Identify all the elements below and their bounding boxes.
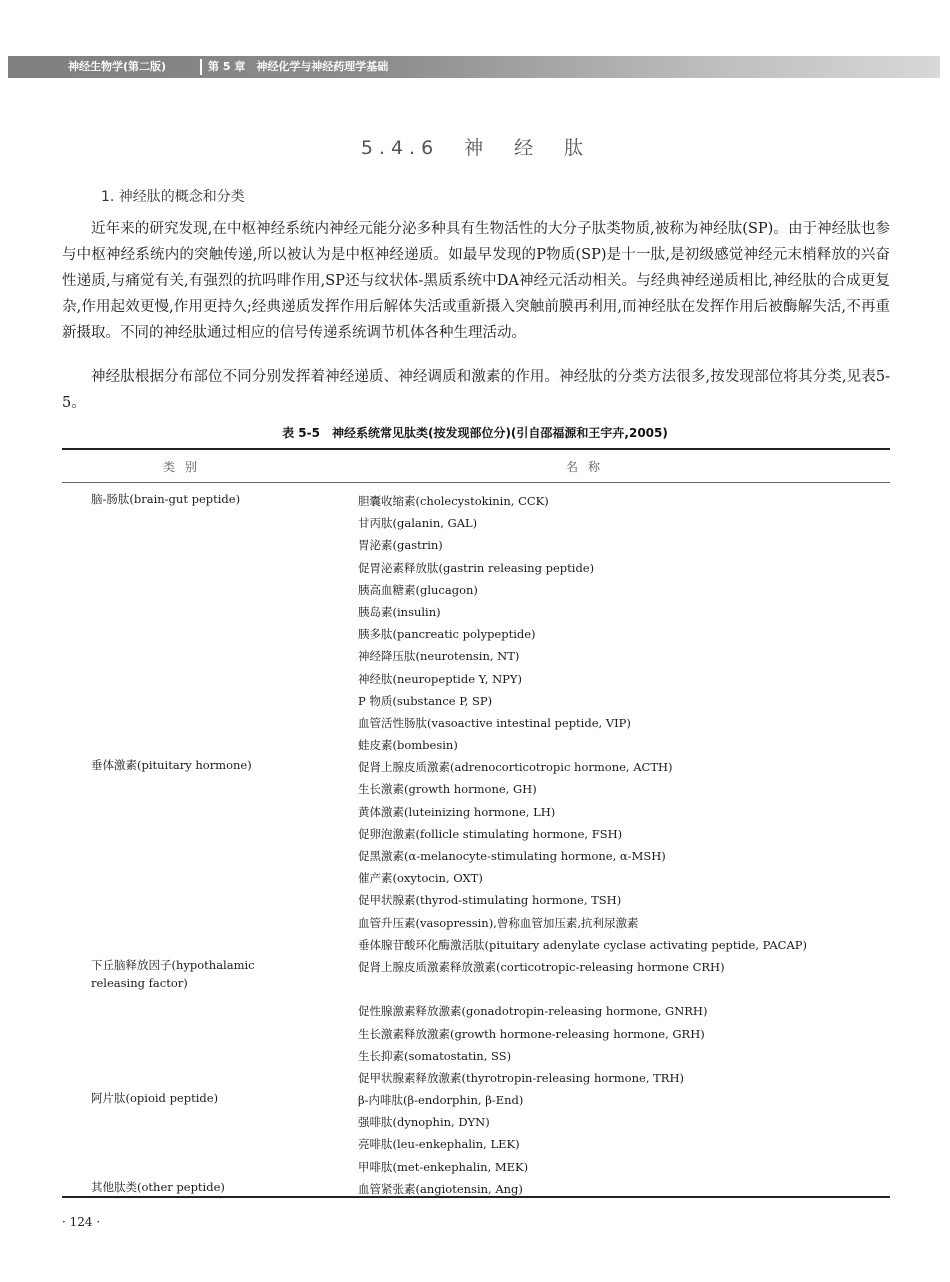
table-row: [0, 690, 950, 712]
table-row: [0, 712, 950, 734]
table-row: [0, 867, 950, 889]
table-row: [0, 601, 950, 623]
name-cell: 垂体腺苷酸环化酶激活肽(pituitary adenylate cyclase activating peptide, PACAP): [358, 937, 807, 952]
chapter-title: 第 5 章 神经化学与神经药理学基础: [208, 60, 389, 73]
name-cell: 血管紧张素(angiotensin, Ang): [358, 1181, 523, 1196]
table-row: [0, 490, 950, 512]
name-cell: 黄体激素(luteinizing hormone, LH): [358, 804, 556, 819]
table-row: [0, 845, 950, 867]
name-cell: 胰多肽(pancreatic polypeptide): [358, 627, 536, 642]
table-row: [0, 1045, 950, 1067]
name-cell: 生长激素释放激素(growth hormone-releasing hormone, GRH): [358, 1026, 705, 1041]
name-cell: 促黑激素(α-melanocyte-stimulating hormone, α-MSH): [358, 849, 666, 863]
name-cell: 胰岛素(insulin): [358, 604, 441, 619]
table-row: [0, 912, 950, 934]
paragraph-1: 近年来的研究发现,在中枢神经系统内神经元能分泌多种具有生物活性的大分子肽类物质,被称为神经肽(SP)。由于神经肽也参与中枢神经系统内的突触传递,所以被认为是中枢神经递质。如最早发现的P物质(SP)是十一肽,是初级感觉神经元末梢释放的兴奋性递质,与痛觉有关,有强烈的抗吗啡作用,SP还与纹状体-黑质系统中DA神经元活动相关。与经典神经递质相比,神经肽的合成更复杂,作用起效更慢,作用更持久;经典递质发挥作用后解体失活或重新摄入突触前膜再利用,而神经肽在发挥作用后被酶解失活,不再重新摄取。不同的神经肽通过相应的信号传递系统调节机体各种生理活动。: [62, 221, 890, 341]
name-cell: P 物质(substance P, SP): [358, 693, 493, 708]
name-cell: 胰高血糖素(glucagon): [358, 582, 478, 597]
column-header-category: 类别: [163, 460, 208, 474]
table-row: [0, 512, 950, 534]
name-cell: 生长激素(growth hormone, GH): [358, 782, 537, 797]
name-cell: 强啡肽(dynophin, DYN): [358, 1115, 490, 1130]
section-title: 5.4.6 神 经 肽: [360, 137, 590, 159]
table-row: [0, 1156, 950, 1178]
table-row: [0, 823, 950, 845]
category-cell: 下丘脑释放因子(hypothalamic releasing factor): [91, 957, 255, 990]
name-cell: 促性腺激素释放激素(gonadotropin-releasing hormone, GNRH): [358, 1004, 708, 1019]
book-title: 神经生物学(第二版): [68, 60, 167, 73]
table-row: [0, 1023, 950, 1045]
table-row: [0, 623, 950, 645]
name-cell: 促胃泌素释放肽(gastrin releasing peptide): [358, 560, 595, 575]
name-cell: 甘丙肽(galanin, GAL): [358, 516, 478, 531]
name-cell: 胃泌素(gastrin): [358, 538, 443, 553]
column-header-name: 名称: [566, 460, 611, 474]
category-cell: 垂体激素(pituitary hormone): [91, 758, 252, 773]
name-cell: 甲啡肽(met-enkephalin, MEK): [358, 1159, 529, 1174]
name-cell: 促肾上腺皮质激素释放激素(corticotropic-releasing hormone CRH): [358, 959, 725, 974]
header-divider: [200, 59, 202, 75]
table-row: [0, 645, 950, 667]
table-row: [0, 956, 950, 990]
table-row: [0, 734, 950, 756]
name-cell: 血管活性肠肽(vasoactive intestinal peptide, VIP): [358, 715, 631, 730]
name-cell: 促甲状腺素(thyrod-stimulating hormone, TSH): [358, 893, 622, 908]
table-row: [0, 534, 950, 556]
table-row: [0, 1067, 950, 1089]
table-row: [0, 756, 950, 778]
name-cell: 胆囊收缩素(cholecystokinin, CCK): [358, 494, 549, 508]
name-cell: 促肾上腺皮质激素(adrenocorticotropic hormone, ACTH): [358, 760, 673, 775]
name-cell: 促卵泡激素(follicle stimulating hormone, FSH): [358, 826, 623, 841]
table-row: [0, 1000, 950, 1022]
table-bottom-rule: [62, 1196, 890, 1198]
table-row: [0, 1111, 950, 1133]
table-body: [0, 490, 950, 1200]
table-row: [0, 778, 950, 800]
table-caption: 表 5-5 神经系统常见肽类(按发现部位分)(引自邵福源和王宇卉,2005): [282, 426, 668, 440]
running-header: [8, 56, 940, 78]
table-row: [0, 801, 950, 823]
paragraph-2: 神经肽根据分布部位不同分别发挥着神经递质、神经调质和激素的作用。神经肽的分类方法很多,按发现部位将其分类,见表5-5。: [62, 369, 890, 411]
name-cell: 催产素(oxytocin, OXT): [358, 871, 483, 886]
category-cell: 阿片肽(opioid peptide): [91, 1091, 219, 1106]
table-row: [0, 579, 950, 601]
table-row: [0, 557, 950, 579]
table-header-rule: [62, 482, 890, 483]
table-row: [0, 889, 950, 911]
table-top-rule: [62, 448, 890, 450]
table-row: [0, 934, 950, 956]
category-cell: 其他肽类(other peptide): [91, 1179, 225, 1194]
name-cell: β-内啡肽(β-endorphin, β-End): [358, 1093, 524, 1108]
name-cell: 促甲状腺素释放激素(thyrotropin-releasing hormone, TRH): [358, 1070, 684, 1085]
table-row: [0, 978, 950, 1000]
name-cell: [358, 978, 950, 1000]
category-cell: 脑-肠肽(brain-gut peptide): [91, 492, 241, 506]
name-cell: 神经肽(neuropeptide Y, NPY): [358, 671, 522, 686]
name-cell: 血管升压素(vasopressin),曾称血管加压素,抗利尿激素: [358, 915, 639, 930]
page-number: · 124 ·: [62, 1215, 101, 1229]
name-cell: 神经降压肽(neurotensin, NT): [358, 649, 520, 664]
table-row: [0, 1089, 950, 1111]
name-cell: 蛙皮素(bombesin): [358, 738, 458, 753]
name-cell: 亮啡肽(leu-enkephalin, LEK): [358, 1137, 520, 1152]
name-cell: 生长抑素(somatostatin, SS): [358, 1048, 512, 1063]
table-row: [0, 668, 950, 690]
subsection-title: 1. 神经肽的概念和分类: [101, 189, 245, 205]
table-row: [0, 1133, 950, 1155]
